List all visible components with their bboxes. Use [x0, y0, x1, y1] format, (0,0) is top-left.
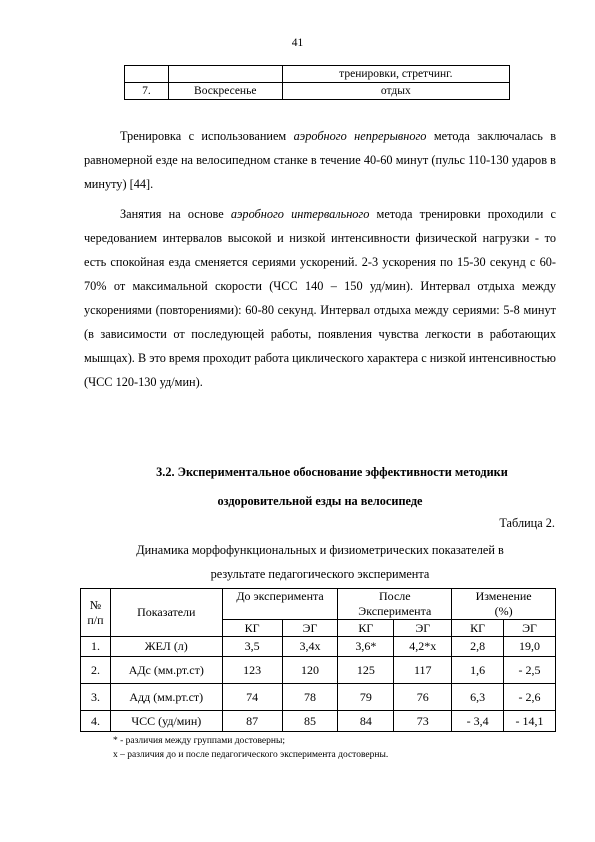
subheader-eg: ЭГ	[282, 620, 338, 637]
table-caption: Динамика морфофункциональных и физиометрических показателей в результате педагогического эксперимента	[136, 543, 504, 581]
table-row: 2. АДс (мм.рт.ст) 123 120 125 117 1,6 - 2,5	[81, 657, 556, 684]
table-label: Таблица 2.	[499, 516, 555, 530]
results-table	[80, 588, 556, 732]
row-activity: отдых	[282, 83, 509, 100]
schedule-table-fragment	[124, 65, 510, 100]
table-row	[125, 66, 510, 83]
section-heading: 3.2. Экспериментальное обоснование эффективности методики оздоровительной езды на велосипеде	[156, 465, 508, 508]
header-number: № п/п	[81, 589, 111, 637]
emphasis-text: аэробного интервального	[230, 207, 370, 221]
header-indicator: Показатели	[110, 589, 222, 637]
header-after: После Эксперимента	[338, 589, 452, 620]
header-before: До эксперимента	[222, 589, 338, 620]
subheader-kg: КГ	[338, 620, 394, 637]
subheader-kg: КГ	[222, 620, 282, 637]
footnote-before-after: х – различия до и после педагогического эксперимента достоверны.	[113, 750, 389, 760]
table-row: 1. ЖЕЛ (л) 3,5 3,4х 3,6* 4,2*х 2,8 19,0	[81, 637, 556, 657]
row-number	[125, 66, 169, 83]
table-row: 4. ЧСС (уд/мин) 87 85 84 73 - 3,4 - 14,1	[81, 711, 556, 732]
subheader-eg: ЭГ	[394, 620, 452, 637]
page-number: 41	[291, 37, 304, 49]
paragraph-aerobic-interval: Занятия на основе аэробного интервального метода тренировки проходили с чередованием интервалов высокой и низкой интенсивности физической нагрузки - то есть спокойная езда сменяется сериями ускорений. 2-3 ускорения по 15-30 секунд с 60-70% от максимальной скорости (ЧСС 140 – 150 уд/мин). Интервал отдыха между ускорениями (повторениями): 60-80 секунд. Интервал отдыха между сериями: 5-8 минут (в зависимости от последующей работы, появления чувства легкости в работающих мышцах). В это время проходит работа циклического характера с низкой интенсивностью (ЧСС 120-130 уд/мин).	[84, 207, 557, 389]
paragraph-aerobic-continuous: Тренировка с использованием аэробного непрерывного метода заключалась в равномерной езде на велосипедном станке в течение 40-60 минут (пульс 110-130 ударов в минуту) [44].	[84, 129, 557, 191]
table-row: 3. Адд (мм.рт.ст) 74 78 79 76 6,3 - 2,6	[81, 684, 556, 711]
table-row	[125, 83, 510, 100]
row-activity: тренировки, стретчинг.	[282, 66, 509, 83]
footnote-groups: * - различия между группами достоверны;	[113, 736, 286, 746]
header-row	[81, 589, 556, 620]
row-day	[168, 66, 282, 83]
emphasis-text: аэробного непрерывного	[293, 129, 427, 143]
subheader-eg: ЭГ	[504, 620, 556, 637]
row-day: Воскресенье	[168, 83, 282, 100]
row-number: 7.	[125, 83, 169, 100]
subheader-kg: КГ	[452, 620, 504, 637]
header-change: Изменение (%)	[452, 589, 556, 620]
